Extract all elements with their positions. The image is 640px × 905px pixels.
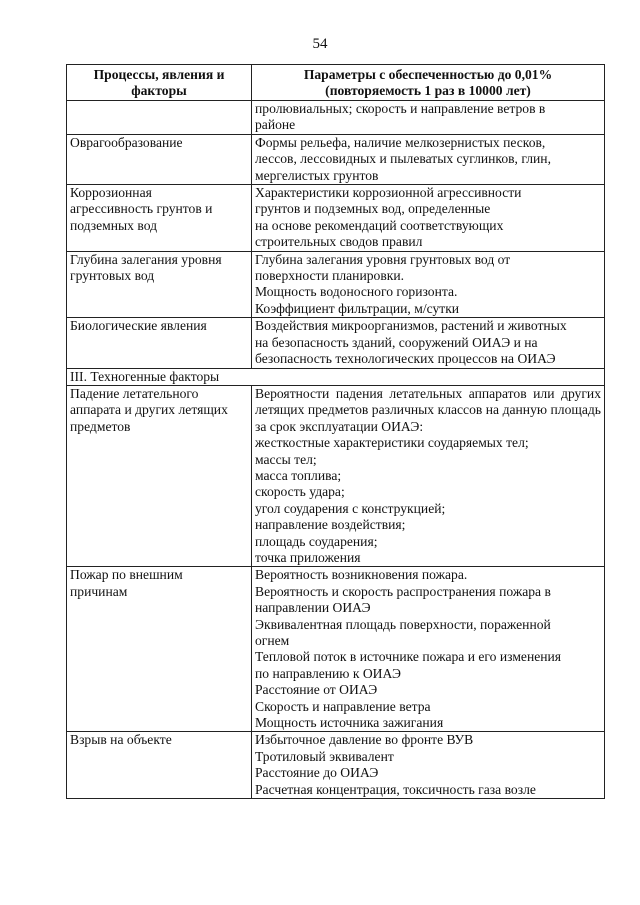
parameters-cell [252,567,605,732]
factor-line: Оврагообразование [70,134,183,150]
parameter-line: Мощность водоносного горизонта. [255,284,458,300]
parameter-line: мергелистых грунтов [255,167,379,183]
factor-line: причинам [70,583,128,599]
parameter-line: Воздействия микроорганизмов, растений и животных [255,318,567,334]
parameter-line: на безопасность зданий, сооружений ОИАЭ и на [255,334,538,350]
factor-line: Падение летательного [70,385,199,401]
table-row [67,385,605,566]
parameters-cell [252,251,605,318]
parameter-line: направление воздействия; [255,517,406,533]
parameter-line: Эквивалентная площадь поверхности, пораженной [255,616,551,632]
parameter-line: жесткостные характеристики соударяемых тел; [255,435,529,451]
parameters-paragraph: Вероятности падения летательных аппаратов или других летящих предметов различных классов на данную площадь за срок эксплуатации ОИАЭ: [255,385,601,434]
parameters-table [66,64,605,799]
parameter-line: Коэффициент фильтрации, м/сутки [255,300,460,316]
parameter-line: Тепловой поток в источнике пожара и его изменения [255,649,562,665]
table-row [67,732,605,799]
factor-line: Коррозионная [70,185,152,201]
factor-line: Глубина залегания уровня [70,251,222,267]
factor-line: Биологические явления [70,318,207,334]
factor-line: агрессивность грунтов и [70,201,213,217]
header-processes-line: Процессы, явления и [93,67,225,82]
parameter-line: районе [255,117,296,133]
parameter-line: на основе рекомендаций соответствующих [255,217,504,233]
table-row [67,567,605,732]
parameter-line: масса топлива; [255,467,342,483]
table-row [67,185,605,252]
section-row [67,368,605,385]
header-parameters-line: Параметры с обеспеченностью до 0,01% [303,67,553,82]
parameter-line: Глубина залегания уровня грунтовых вод от [255,251,511,267]
parameter-line: по направлению к ОИАЭ [255,665,401,681]
factor-line: грунтовых вод [70,268,155,284]
factor-cell [67,101,252,135]
parameter-line: массы тел; [255,451,317,467]
parameters-cell [252,101,605,135]
parameter-line: площадь соударения; [255,533,378,549]
factor-cell [67,385,252,566]
parameter-line: Вероятность и скорость распространения пожара в [255,583,551,599]
parameter-line: Характеристики коррозионной агрессивности [255,185,522,201]
parameter-line: Вероятность возникновения пожара. [255,567,468,583]
page-number: 54 [312,36,328,52]
table-row [67,251,605,318]
parameter-line: строительных сводов правил [255,234,423,250]
parameter-line: Расчетная концентрация, токсичность газа возле [255,781,536,797]
factor-cell [67,134,252,184]
table-row [67,134,605,184]
parameter-line: Тротиловый эквивалент [255,748,394,764]
factor-cell [67,251,252,318]
factor-line: Взрыв на объекте [70,732,172,748]
parameter-line: скорость удара; [255,484,345,500]
table-row [67,318,605,368]
parameter-line: грунтов и подземных вод, определенные [255,201,491,217]
parameters-cell [252,732,605,799]
table-row [67,101,605,135]
header-parameters [252,65,605,101]
parameter-line: огнем [255,633,290,648]
parameter-line: безопасность технологических процессов на ОИАЭ [255,351,556,367]
parameter-line: пролювиальных; скорость и направление ветров в [255,101,546,116]
parameters-cell [252,318,605,368]
header-parameters-line: (повторяемость 1 раз в 10000 лет) [325,83,531,98]
parameter-line: угол соударения с конструкцией; [255,500,446,516]
parameter-line: точка приложения [255,549,361,565]
parameter-line: Расстояние до ОИАЭ [255,765,379,781]
parameter-line: направлении ОИАЭ [255,600,371,616]
parameters-cell [252,385,605,566]
table-header-row [67,65,605,101]
header-processes-line: факторы [131,83,187,98]
parameter-line: Избыточное давление во фронте ВУВ [255,732,474,748]
section-title: III. Техногенные факторы [67,368,605,385]
parameter-line: Формы рельефа, наличие мелкозернистых песков, [255,134,546,150]
parameters-cell [252,134,605,184]
header-processes [67,65,252,101]
parameter-line: Мощность источника зажигания [255,715,444,731]
factor-cell [67,318,252,368]
factor-cell [67,567,252,732]
factor-line: предметов [70,418,131,434]
factor-line: аппарата и других летящих [70,402,228,418]
parameter-line: Расстояние от ОИАЭ [255,682,378,698]
parameters-cell [252,185,605,252]
parameter-line: поверхности планировки. [255,268,405,284]
factor-cell [67,732,252,799]
table-body [67,101,605,799]
factor-line: Пожар по внешним [70,567,183,583]
factor-line: подземных вод [70,217,158,233]
parameter-line: Скорость и направление ветра [255,698,431,714]
parameter-line: лессов, лессовидных и пылеватых суглинков, глин, [255,151,551,167]
factor-cell [67,185,252,252]
